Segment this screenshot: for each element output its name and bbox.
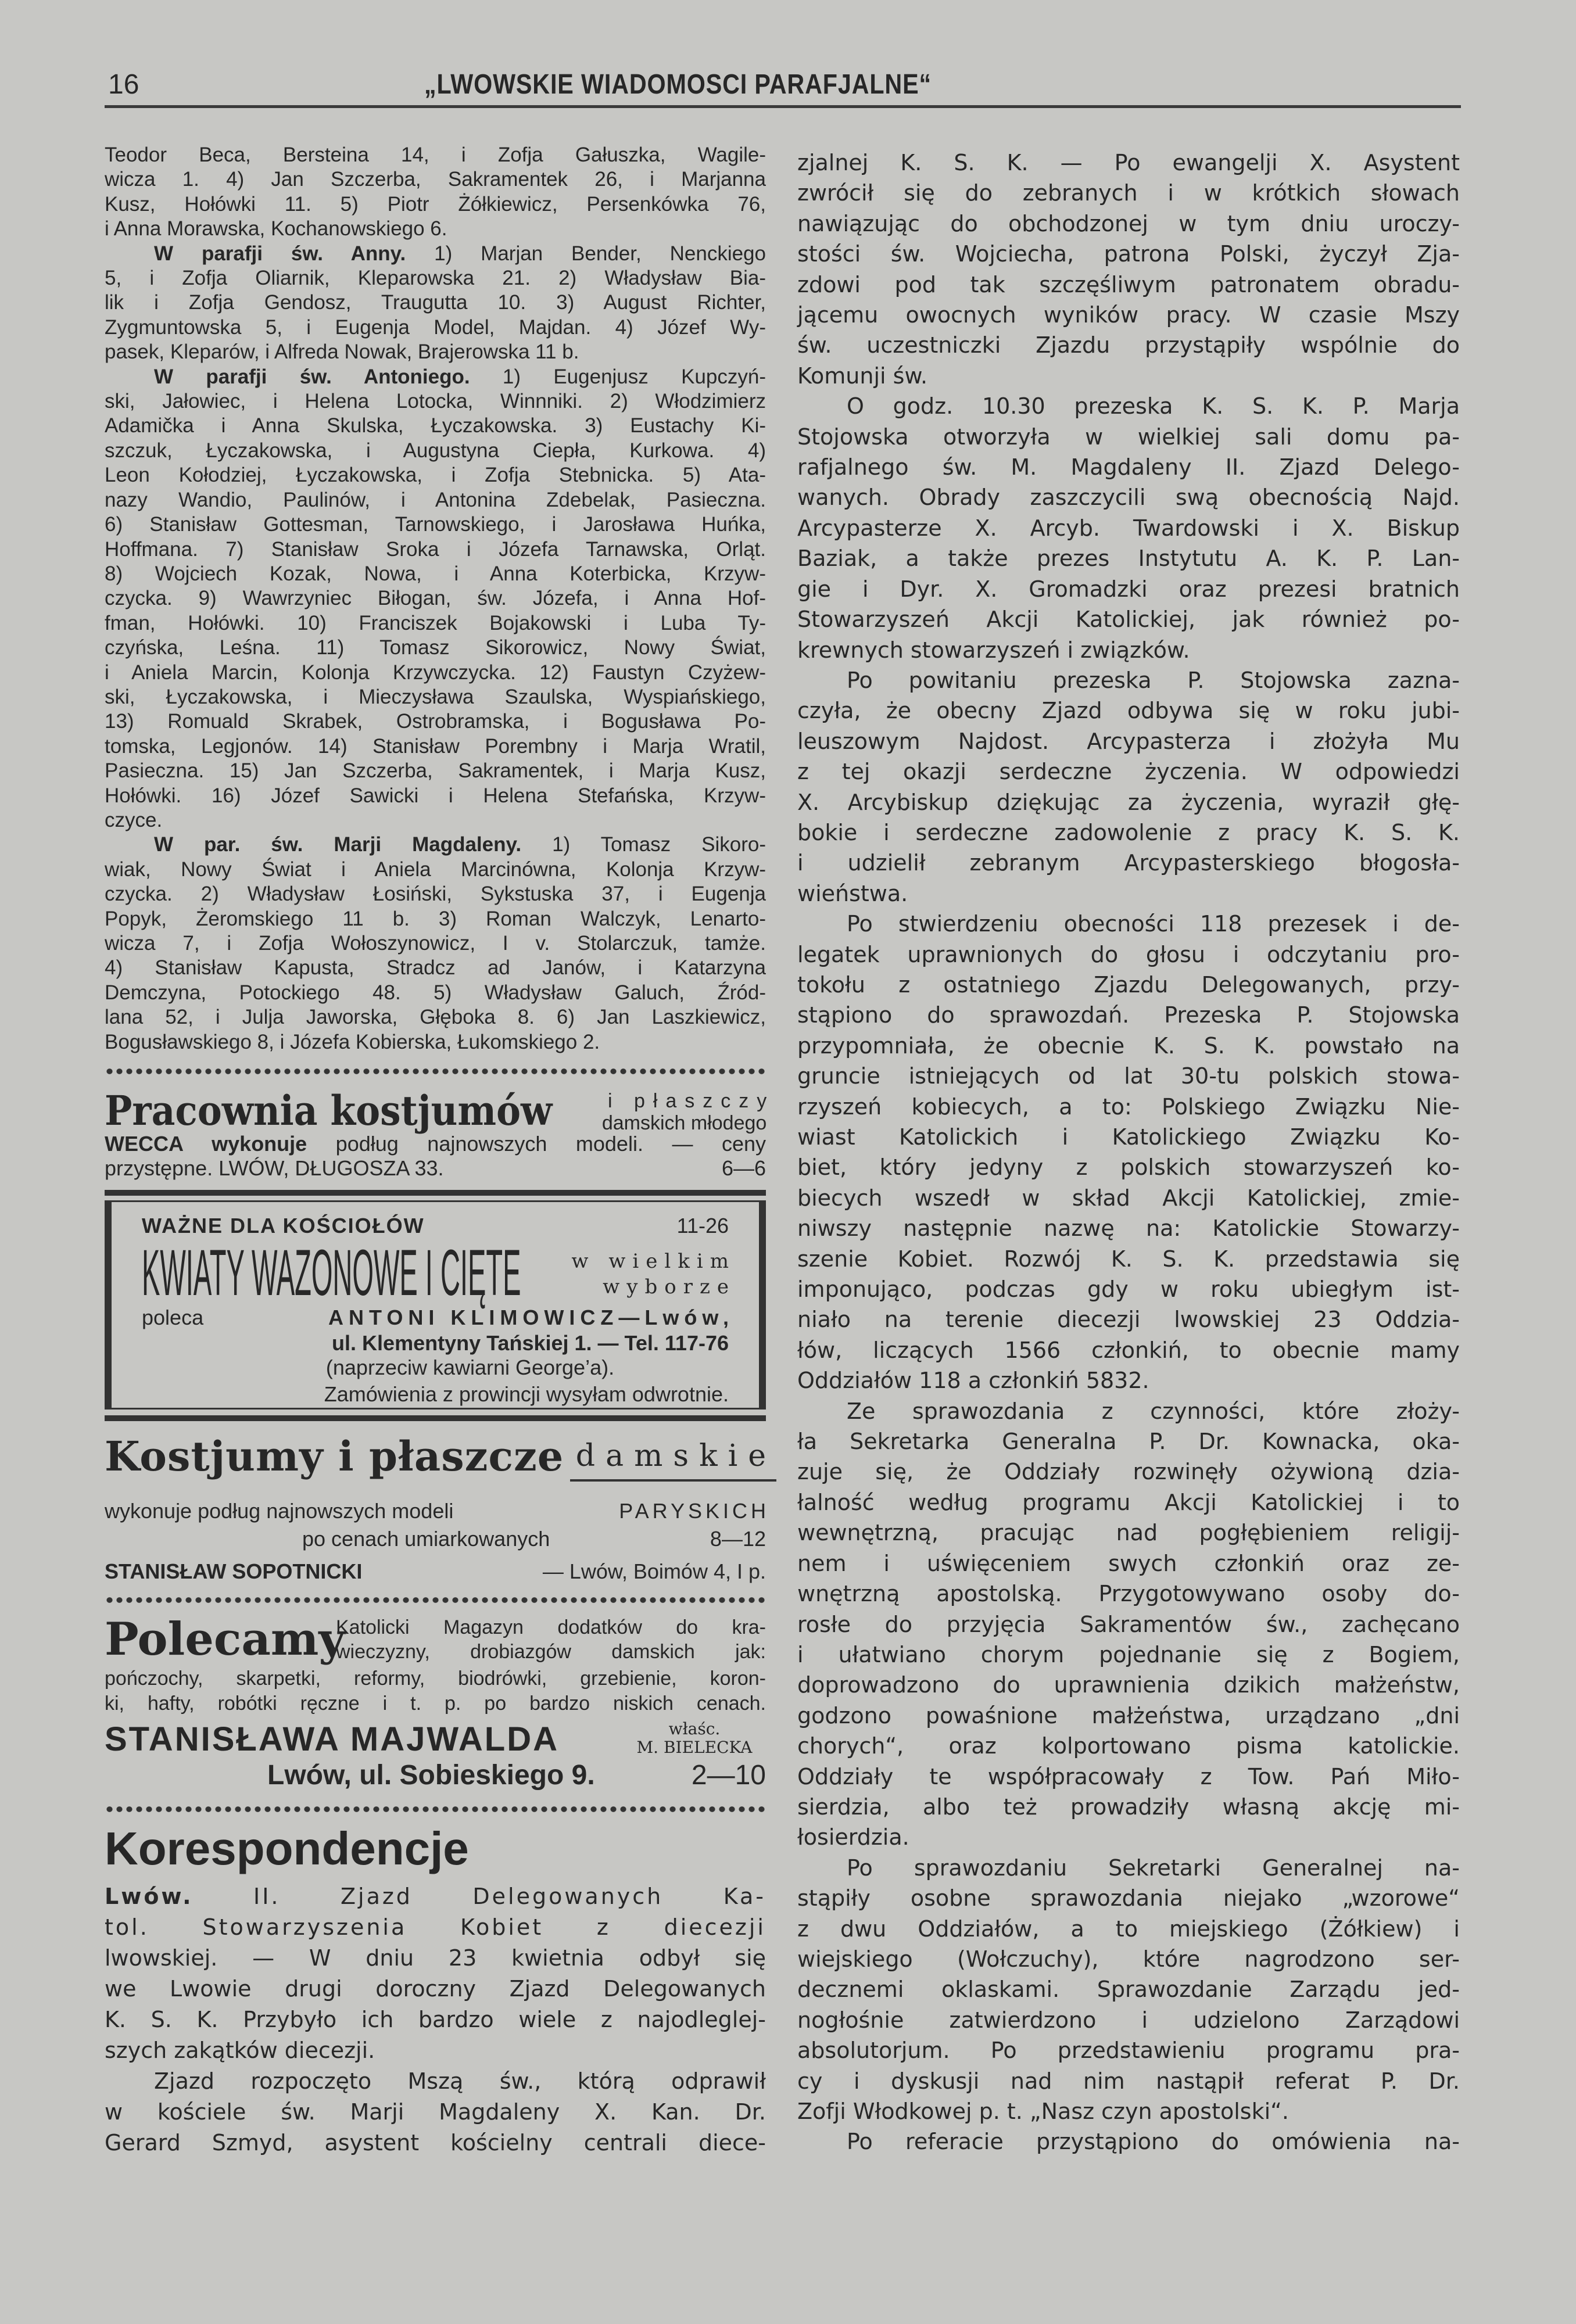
text-line — [797, 1183, 1460, 1213]
text-line — [797, 1487, 1460, 1518]
line-text: O godz. 10.30 prezeska K. S. K. P. Marja — [847, 393, 1460, 419]
text-line — [797, 270, 1460, 300]
paragraph — [797, 391, 1460, 665]
ad-kwiaty-address: ul. Klementyny Tańskiej 1. — Tel. 117-76 — [332, 1331, 729, 1355]
line-text: leuszowym Najdost. Arcypasterza i złożyła Mu — [797, 728, 1460, 754]
text-line — [797, 1092, 1460, 1122]
text-line — [797, 1701, 1460, 1731]
line-text: szczuk, Łyczakowska, i Augustyna Ciepła, Kurkowa. 4) — [105, 439, 766, 462]
line-text: gruncie istniejących od lat 30-tu polskich stowa- — [797, 1063, 1460, 1089]
line-text: czycka. 9) Wawrzyniec Biłogan, św. Józefa, i Anna Hof- — [105, 587, 766, 610]
text-line — [797, 422, 1460, 452]
text-line — [105, 1943, 766, 1974]
line-text: 1) Eugenjusz Kupczyń- — [470, 365, 766, 388]
text-line — [105, 685, 766, 709]
paragraph — [797, 2126, 1460, 2157]
line-text: Ze sprawozdania z czynności, które złoży- — [847, 1398, 1460, 1424]
text-line — [797, 1579, 1460, 1609]
text-line — [105, 463, 766, 487]
paragraph — [105, 2066, 766, 2158]
ad-polecamy-address-row — [105, 1759, 766, 1792]
line-text: Leon Kołodziej, Łyczakowska, i Zofja Stebnicka. 5) Ata- — [105, 464, 766, 487]
text-line — [797, 787, 1460, 817]
line-text: zjalnej K. S. K. — Po ewangelji X. Asystent — [797, 150, 1460, 175]
line-text: ski, Jałowiec, i Helena Lotocka, Winnniki. 2) Włodzimierz — [105, 390, 766, 413]
text-line — [105, 2097, 766, 2128]
text-line — [797, 1883, 1460, 1913]
text-line — [797, 1762, 1460, 1792]
ad-kostjumy-header — [105, 1428, 776, 1482]
ad-pracownia-side-1: i płaszczy — [607, 1090, 775, 1112]
text-line — [797, 1365, 1460, 1396]
text-line — [797, 2126, 1460, 2157]
text-line — [105, 537, 766, 562]
ad-kostjumy-text: wykonuje podług najnowszych modeli — [105, 1499, 454, 1523]
text-line — [105, 956, 766, 980]
line-text: doprowadzono do uprawnienia dzikich małżeństw, — [797, 1672, 1460, 1698]
text-line — [105, 315, 766, 340]
text-line — [797, 361, 1460, 391]
line-text: biecych wszedł w skład Akcji Katolickiej, zmie- — [797, 1185, 1460, 1211]
line-text: Hołówki. 16) Józef Sawicki i Helena Stefańska, Krzyw- — [105, 784, 766, 807]
ad-polecamy-line-2: ki, hafty, robótki ręczne i t. p. po bardzo niskich cenach. — [105, 1692, 766, 1715]
line-text: Po stwierdzeniu obecności 118 prezesek i de- — [847, 911, 1460, 937]
text-line — [797, 1122, 1460, 1152]
text-line — [797, 695, 1460, 726]
line-text: Baziak, a także prezes Instytutu A. K. P. Lan- — [797, 546, 1460, 572]
ad-pracownia-header — [105, 1082, 775, 1135]
text-line — [105, 611, 766, 636]
text-line — [105, 586, 766, 611]
line-text: Oddziały te współpracowały z Tow. Pań Miło- — [797, 1763, 1460, 1789]
header-rule — [105, 105, 1461, 108]
ad-kostjumy-line-3 — [105, 1559, 766, 1584]
line-text: nawiązując do obchodzonej w tym dniu uroczy- — [797, 210, 1460, 236]
text-line — [797, 756, 1460, 787]
line-text: krewnych stowarzyszeń i związków. — [797, 637, 1190, 663]
line-text: wewnętrzną, pracując nad pogłębieniem religij- — [797, 1520, 1460, 1546]
text-line — [797, 574, 1460, 604]
line-text: Popyk, Żeromskiego 11 b. 3) Roman Walczyk, Lenarto- — [105, 907, 766, 930]
marriage-announcements — [105, 143, 766, 1055]
line-text: Po referacie przystąpiono do omówienia na- — [847, 2129, 1460, 2155]
line-text: 13) Romuald Skrabek, Ostrobramska, i Bogusława Po- — [105, 710, 766, 733]
paragraph-lead: Lwów. — [105, 1884, 194, 1909]
line-text: Adamička i Anna Skulska, Łyczakowska. 3) Eustachy Ki- — [105, 414, 766, 437]
text-line — [797, 1000, 1460, 1030]
text-line — [105, 981, 766, 1005]
ad-pracownia-heading: Pracownia kostjumów — [105, 1086, 553, 1135]
paragraph — [797, 909, 1460, 1396]
text-line — [105, 1881, 766, 1912]
line-text: łosierdzia. — [797, 1824, 909, 1850]
line-text: niwszy następnie nazwę na: Katolickie Stowarzy- — [797, 1215, 1460, 1242]
text-line — [105, 661, 766, 685]
page-number: 16 — [108, 69, 139, 100]
ad-kostjumy-side: damskie — [570, 1439, 776, 1482]
text-line — [105, 1030, 766, 1055]
running-title: „LWOWSKIE WIADOMOSCI PARAFJALNE“ — [424, 69, 932, 100]
ad-kostjumy-prices: po cenach umiarkowanych — [302, 1527, 550, 1551]
line-text: absolutorjum. Po przedstawieniu programu pra- — [797, 2038, 1460, 2064]
line-text: Kusz, Hołówki 11. 5) Piotr Żółkiewicz, Persenkówka 76, — [105, 192, 766, 216]
ad-pracownia-line-1 — [105, 1132, 766, 1156]
section-heading-korespondencje: Korespondencje — [105, 1823, 469, 1874]
line-text: ła Sekretarka Generalna P. Dr. Kownacka, oka- — [797, 1429, 1460, 1455]
line-text: tokołu z ostatniego Zjazdu Delegowanych, przy- — [797, 971, 1460, 998]
line-text: jącemu owocnych wyników pracy. W czasie Mszy — [797, 302, 1460, 328]
text-line — [105, 709, 766, 734]
text-line — [797, 1914, 1460, 1944]
ad-kwiaty-box — [105, 1200, 766, 1410]
text-line — [797, 1335, 1460, 1365]
text-line — [105, 734, 766, 759]
text-line — [105, 2004, 766, 2035]
line-text: św. uczestniczki Zjazdu przystąpiły wspólnie do — [797, 332, 1460, 358]
text-line — [797, 1426, 1460, 1457]
line-text: stąpiono do sprawozdań. Prezeska P. Stojowska — [797, 1002, 1460, 1028]
text-line — [105, 2035, 766, 2066]
line-text: lana 52, i Julja Jaworska, Głęboka 8. 6) Jan Laszkiewicz, — [105, 1006, 766, 1029]
line-text: wiejskiego (Wołczuchy), które nagrodzono ser- — [797, 1946, 1460, 1972]
text-line — [797, 1518, 1460, 1548]
ad-kostjumy-heading: Kostjumy i płaszcze — [105, 1432, 564, 1480]
text-line — [105, 290, 766, 315]
ad-pracownia-text: podług najnowszych modeli. — ceny — [307, 1132, 766, 1156]
line-text: II. Zjazd Delegowanych Ka- — [193, 1884, 766, 1909]
line-text: gie i Dyr. X. Gromadzki oraz prezesi bratnich — [797, 576, 1460, 602]
ad-kwiaty-name: ANTONI KLIMOWICZ—Lwów, — [328, 1306, 734, 1329]
ad-polecamy-address: Lwów, ul. Sobieskiego 9. — [267, 1760, 595, 1791]
text-line — [105, 833, 766, 857]
paragraph-lead: W parafji św. Anny. — [154, 242, 406, 265]
text-line — [105, 167, 766, 192]
line-text: imponująco, podczas gdy w roku ubiegłym ist- — [797, 1276, 1460, 1303]
text-line — [105, 1974, 766, 2004]
text-line — [105, 512, 766, 537]
line-text: pasek, Kleparów, i Alfreda Nowak, Brajerowska 11 b. — [105, 340, 579, 364]
text-line — [797, 970, 1460, 1000]
line-text: szenie Kobiet. Rozwój K. S. K. przedstawia się — [797, 1246, 1460, 1272]
ad-polecamy-code: 2—10 — [691, 1760, 766, 1791]
text-line — [797, 482, 1460, 512]
line-text: Gerard Szmyd, asystent kościelny centrali diece- — [105, 2130, 766, 2156]
text-line — [797, 878, 1460, 909]
text-line — [797, 726, 1460, 756]
text-line — [797, 1061, 1460, 1091]
text-line — [797, 1640, 1460, 1670]
text-line — [797, 939, 1460, 970]
line-text: w kościele św. Marji Magdaleny X. Kan. Dr. — [105, 2099, 766, 2125]
text-line — [797, 2035, 1460, 2065]
text-line — [797, 209, 1460, 239]
line-text: Stowarzyszeń Akcji Katolickiej, jak również po- — [797, 607, 1460, 633]
text-line — [797, 543, 1460, 573]
text-line — [797, 1152, 1460, 1182]
ad-rule — [105, 1415, 766, 1421]
text-line — [797, 2096, 1460, 2126]
text-line — [797, 909, 1460, 939]
paragraph — [797, 665, 1460, 909]
ad-kostjumy-line-1 — [105, 1499, 769, 1523]
line-text: Zjazd rozpoczęto Mszą św., którą odprawił — [154, 2068, 766, 2094]
paragraph — [105, 242, 766, 365]
text-line — [105, 1912, 766, 1943]
paragraph — [797, 148, 1460, 391]
paragraph-lead: W parafji św. Antoniego. — [154, 365, 470, 388]
ad-kwiaty-code: 11-26 — [676, 1214, 729, 1238]
line-text: 1) Tomasz Sikoro- — [521, 833, 766, 856]
line-text: Zofji Włodkowej p. t. „Nasz czyn apostolski“. — [797, 2099, 1289, 2124]
text-line — [797, 148, 1460, 178]
text-line — [105, 1005, 766, 1030]
line-text: Po sprawozdaniu Sekretarki Generalnej na- — [847, 1855, 1460, 1881]
ad-rule — [105, 1190, 766, 1196]
line-text: stości św. Wojciecha, patrona Polski, życzył Zja- — [797, 241, 1460, 267]
text-line — [797, 513, 1460, 543]
article-continuation — [797, 148, 1460, 2157]
text-line — [797, 1274, 1460, 1304]
text-line — [105, 242, 766, 266]
line-text: lik i Zofja Gendosz, Traugutta 10. 3) August Richter, — [105, 291, 766, 314]
line-text: wicza 7, i Zofja Wołoszynowicz, I v. Stolarczuk, tamże. — [105, 932, 766, 955]
ad-kostjumy-code: 8—12 — [710, 1527, 766, 1551]
text-line — [105, 858, 766, 882]
line-text: wiak, Nowy Świat i Aniela Marcinówna, Kolonja Krzyw- — [105, 858, 766, 881]
line-text: czyce. — [105, 808, 163, 831]
text-line — [797, 452, 1460, 482]
line-text: stąpiły osobne sprawozdania niejako „wzorowe“ — [797, 1885, 1460, 1911]
text-line — [797, 239, 1460, 269]
ornament-divider — [105, 1595, 766, 1605]
line-text: Stojowska otworzyła w wielkiej sali domu pa- — [797, 424, 1460, 450]
line-text: tomska, Legjonów. 14) Stanisław Porembny i Marja Wratil, — [105, 734, 766, 758]
ad-kwiaty-side-2: wyborze — [603, 1275, 736, 1299]
ad-polecamy-line-1: pończochy, skarpetki, reformy, biodrówki, grzebienie, koron- — [105, 1667, 766, 1690]
ad-polecamy-side-1: Katolicki Magazyn dodatków do kra- — [336, 1616, 766, 1638]
ad-polecamy-owner-block — [636, 1720, 753, 1757]
ad-polecamy-side-2: wieczyzny, drobiazgów damskich jak: — [336, 1641, 766, 1663]
ad-kwiaty-orders: Zamówienia z prowincji wysyłam odwrotnie. — [324, 1382, 729, 1406]
paragraph — [105, 143, 766, 242]
text-line — [797, 1944, 1460, 1974]
line-text: fman, Hołówki. 10) Franciszek Bojakowski i Luba Ty- — [105, 611, 766, 634]
text-line — [797, 1244, 1460, 1274]
line-text: Demczyna, Potockiego 48. 5) Władysław Galuch, Źród- — [105, 981, 766, 1004]
line-text: Zygmuntowska 5, i Eugenja Model, Majdan. 4) Józef Wy- — [105, 315, 766, 339]
line-text: decznemi oklaskami. Sprawozdanie Zarządu jed- — [797, 1977, 1460, 2003]
ad-kwiaty-heading: KWIATY WAZONOWE I CIĘTE — [142, 1236, 521, 1309]
text-line — [105, 143, 766, 167]
line-text: przypomniała, że obecnie K. S. K. powstało na — [797, 1032, 1460, 1059]
text-line — [797, 391, 1460, 421]
text-line — [797, 1974, 1460, 2004]
line-text: niało na terenie diecezji lwowskiej 23 Oddzia- — [797, 1307, 1460, 1333]
line-text: szych zakątków diecezji. — [105, 2038, 375, 2063]
ad-pracownia-side-2: damskich młodego — [601, 1112, 767, 1134]
text-line — [797, 1731, 1460, 1761]
ad-kostjumy-line-2 — [105, 1527, 766, 1551]
line-text: Komunji św. — [797, 363, 928, 389]
ad-pracownia-line-2 — [105, 1156, 766, 1181]
paragraph — [105, 1881, 766, 2066]
text-line — [797, 2066, 1460, 2096]
line-text: 4) Stanisław Kapusta, Stradcz ad Janów, i Katarzyna — [105, 956, 766, 980]
text-line — [105, 389, 766, 414]
text-line — [105, 562, 766, 586]
text-line — [105, 931, 766, 956]
text-line — [105, 784, 766, 808]
ad-kwiaty-poleca: poleca — [142, 1306, 204, 1329]
line-text: łów, liczących 1566 członkiń, to obecnie mamy — [797, 1337, 1460, 1363]
paragraph — [797, 1853, 1460, 2127]
text-line — [797, 635, 1460, 665]
line-text: 5, i Zofja Oliarnik, Kleparowska 21. 2) Władysław Bia- — [105, 267, 766, 290]
text-line — [797, 1853, 1460, 1883]
ad-polecamy-owner-label: właśc. — [668, 1719, 721, 1738]
line-text: Po powitaniu prezeska P. Stojowska zazna- — [847, 667, 1460, 693]
text-line — [105, 414, 766, 438]
line-text: rzyszeń kobiecych, a to: Polskiego Związku Nie- — [797, 1093, 1460, 1120]
line-text: Pasieczna. 15) Jan Szczerba, Sakramentek, i Marja Kusz, — [105, 759, 766, 783]
text-line — [797, 1670, 1460, 1700]
line-text: nazy Wandio, Paulinów, i Antonina Zdebelak, Pasieczna. — [105, 488, 766, 511]
text-line — [797, 1457, 1460, 1487]
text-line — [797, 300, 1460, 330]
line-text: 6) Stanisław Gottesman, Tarnowskiego, i Jarosława Huńka, — [105, 513, 766, 536]
text-line — [105, 2066, 766, 2097]
paragraph — [105, 833, 766, 1055]
ad-pracownia-name: WECCA wykonuje — [105, 1132, 307, 1156]
line-text: cy i dyskusji nad nim nastąpił referat P. Dr. — [797, 2068, 1460, 2094]
paragraph-lead: W par. św. Marji Magdaleny. — [154, 833, 522, 856]
text-line — [797, 1304, 1460, 1335]
line-text: z dwu Oddziałów, a to miejskiego (Żółkiew) i — [797, 1916, 1460, 1942]
text-line — [797, 178, 1460, 208]
line-text: wiast Katolickich i Katolickiego Związku Ko- — [797, 1124, 1460, 1150]
line-text: rosłe do przyjęcia Sakramentów św., zachęcano — [797, 1611, 1460, 1637]
line-text: nem i uświęceniem swych członkiń oraz ze- — [797, 1550, 1460, 1576]
ad-kostjumy-address: — Lwów, Boimów 4, I p. — [542, 1559, 766, 1583]
ornament-divider — [105, 1805, 766, 1814]
ad-polecamy-owner: M. BIELECKA — [636, 1738, 753, 1757]
korespondencje-article — [105, 1881, 766, 2158]
text-line — [797, 330, 1460, 360]
line-text: K. S. K. Przybyło ich bardzo wiele z najodleglej- — [105, 2007, 766, 2032]
line-text: chorych“, oraz kolportowano pisma katolickie. — [797, 1733, 1460, 1759]
ad-pracownia-address: przystępne. LWÓW, DŁUGOSZA 33. — [105, 1156, 444, 1180]
text-line — [105, 907, 766, 931]
line-text: i Aniela Marcin, Kolonja Krzywczycka. 12) Faustyn Czyżew- — [105, 661, 766, 684]
line-text: legatek uprawnionych do głosu i odczytaniu pro- — [797, 941, 1460, 967]
line-text: wanych. Obrady zaszczycili swą obecnością Najd. — [797, 485, 1460, 511]
line-text: we Lwowie drugi doroczny Zjazd Delegowanych — [105, 1976, 766, 2002]
text-line — [105, 488, 766, 512]
text-line — [105, 340, 766, 364]
ad-kwiaty-top-line: WAŻNE DLA KOŚCIOŁÓW — [142, 1214, 425, 1238]
ad-kwiaty-side-1: w wielkim — [571, 1250, 736, 1273]
text-line — [797, 817, 1460, 848]
line-text: łalność według programu Akcji Katolickiej i to — [797, 1489, 1460, 1515]
text-line — [105, 759, 766, 783]
line-text: czyńska, Leśna. 11) Tomasz Sikorowicz, Nowy Świat, — [105, 636, 766, 659]
text-line — [797, 1609, 1460, 1640]
line-text: bokie i serdeczne zadowolenie z pracy K. S. K. — [797, 819, 1460, 845]
text-line — [797, 1548, 1460, 1579]
text-line — [105, 192, 766, 217]
text-line — [797, 1031, 1460, 1061]
text-line — [797, 665, 1460, 695]
line-text: i ułatwiano chorym pojednanie się z Bogiem, — [797, 1641, 1460, 1667]
ornament-divider — [105, 1067, 766, 1076]
line-text: i udzielił zebranym Arcypasterskiego błogosła- — [797, 850, 1460, 876]
line-text: tol. Stowarzyszenia Kobiet z diecezji — [105, 1914, 766, 1940]
ad-polecamy-heading: Polecamy — [105, 1613, 345, 1666]
text-line — [105, 882, 766, 906]
text-line — [797, 1792, 1460, 1822]
text-line — [797, 1213, 1460, 1243]
line-text: Bogusławskiego 8, i Józefa Kobierska, Łukomskiego 2. — [105, 1030, 600, 1053]
text-line — [105, 2128, 766, 2158]
ad-kostjumy-owner: STANISŁAW SOPOTNICKI — [105, 1559, 363, 1583]
text-line — [105, 636, 766, 660]
line-text: wicza 1. 4) Jan Szczerba, Sakramentek 26, i Marjanna — [105, 168, 766, 191]
line-text: 8) Wojciech Kozak, Nowa, i Anna Koterbicka, Krzyw- — [105, 562, 766, 585]
line-text: z tej okazji serdeczne życzenia. W odpowiedzi — [797, 759, 1460, 785]
ad-pracownia-code: 6—6 — [721, 1156, 766, 1180]
paragraph — [797, 1396, 1460, 1853]
text-line — [797, 2005, 1460, 2035]
line-text: czycka. 2) Władysław Łosiński, Sykstuska 37, i Eugenja — [105, 883, 766, 906]
ad-kwiaty-note: (naprzeciw kawiarni George’a). — [325, 1355, 615, 1379]
line-text: czyła, że obecny Zjazd odbywa się w roku jubi- — [797, 698, 1460, 724]
text-line — [105, 266, 766, 290]
text-line — [105, 808, 766, 833]
line-text: godzono powaśnione małżeństwa, urządzano „dni — [797, 1702, 1460, 1728]
line-text: Oddziałów 118 a członkiń 5832. — [797, 1368, 1149, 1394]
line-text: rafjalnego św. M. Magdaleny II. Zjazd Delego- — [797, 454, 1460, 480]
line-text: wnętrzną apostolską. Przygotowywano osoby do- — [797, 1581, 1460, 1607]
line-text: X. Arcybiskup dziękując za życzenia, wyraził głę- — [797, 789, 1460, 815]
line-text: zwrócił się do zebranych i w krótkich słowach — [797, 180, 1460, 206]
line-text: i Anna Morawska, Kochanowskiego 6. — [105, 217, 447, 241]
ad-polecamy-shop: STANISŁAWA MAJWALDA — [105, 1720, 559, 1758]
line-text: biet, który jedyny z polskich stowarzyszeń ko- — [797, 1154, 1460, 1181]
line-text: lwowskiej. — W dniu 23 kwietnia odbył się — [105, 1945, 766, 1971]
line-text: zdowi pod tak szczęśliwym patronatem obradu- — [797, 271, 1460, 297]
line-text: Arcypasterze X. Arcyb. Twardowski i X. Biskup — [797, 515, 1460, 541]
line-text: ski, Łyczakowska, i Mieczysława Szaulska, Wyspiańskiego, — [105, 685, 766, 708]
line-text: 1) Marjan Bender, Nenckiego — [406, 242, 766, 265]
line-text: sierdzia, albo też prowadziły własną akcję mi- — [797, 1794, 1460, 1820]
text-line — [105, 217, 766, 241]
line-text: nogłośnie zatwierdzono i udzielono Zarządowi — [797, 2007, 1460, 2033]
text-line — [797, 848, 1460, 878]
line-text: Hoffmana. 7) Stanisław Sroka i Józefa Tarnawska, Orląt. — [105, 537, 766, 561]
text-line — [797, 604, 1460, 634]
paragraph — [105, 365, 766, 833]
text-line — [105, 439, 766, 463]
text-line — [797, 1822, 1460, 1852]
ad-kostjumy-caps: PARYSKICH — [619, 1499, 769, 1523]
line-text: zuje się, że Oddziały rozwinęły ożywioną dzia- — [797, 1459, 1460, 1485]
text-line — [797, 1396, 1460, 1426]
line-text: wieństwa. — [797, 880, 908, 906]
text-line — [105, 365, 766, 389]
line-text: Teodor Beca, Bersteina 14, i Zofja Gałuszka, Wagile- — [105, 144, 766, 166]
